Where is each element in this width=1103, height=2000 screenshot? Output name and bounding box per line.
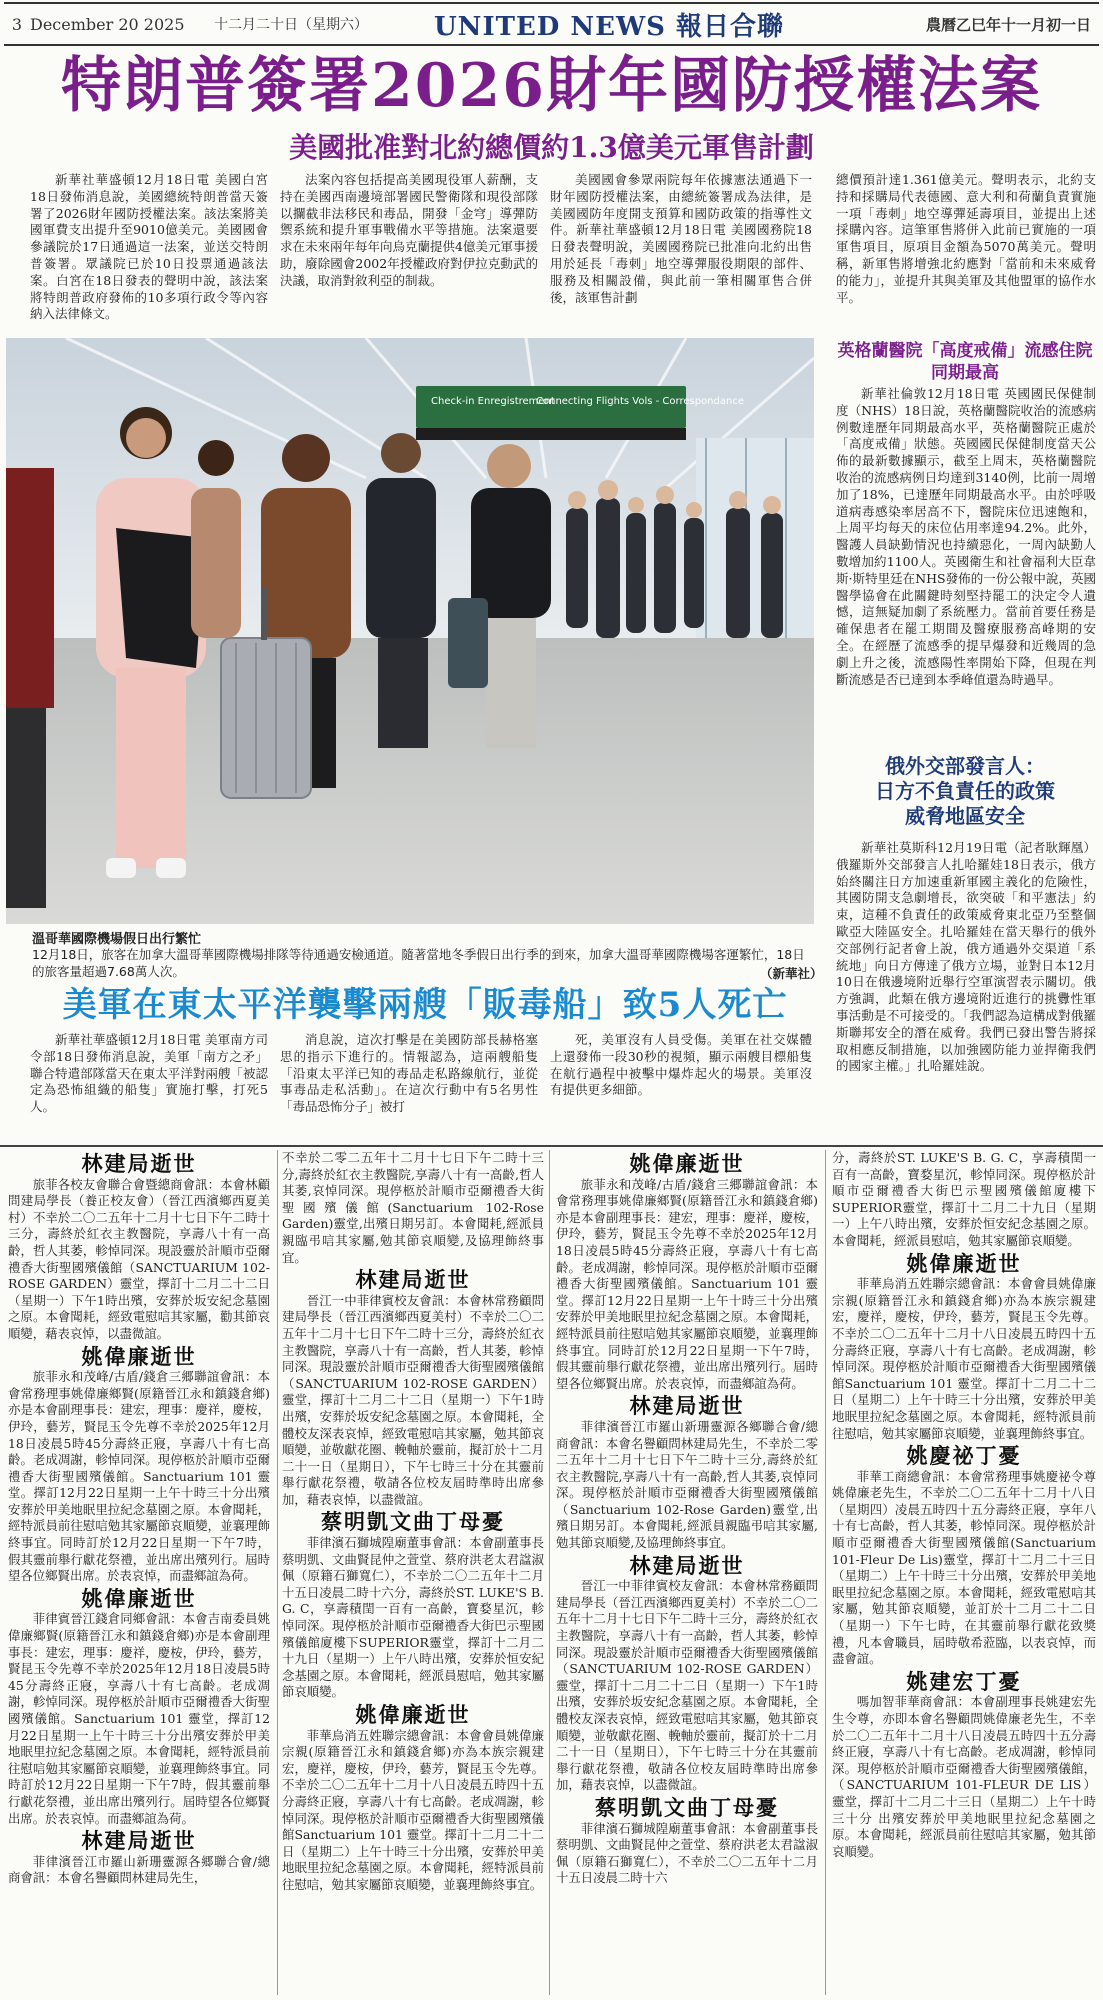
obituary-text: 晉江一中菲律賓校友會訊：本會林常務顧問建局學長（晉江西濱鄉西夏美村）不幸於二〇二五年十二月十七日下午二時十三分，壽終於紅衣主教醫院，享壽八十有一高齡，哲人其萎，軫悼同深。現設靈於計順市亞爾禮香大街聖國殯儀館（SANCTUARIUM 102-ROSE GARDEN）靈堂，擇訂十二月二十二日（星期一）下午1時出殯，安葬於坂安紀念墓園之原。本會聞耗，全體校友深表哀悼，經致電慰唁其家屬，勉其節哀順變，並敬獻花圈、輓軸於靈前，擬訂於十二月二十一日（星期日），下午七時三十分在其靈前舉行獻花祭禮，敬請各位校友屆時準時出席參加，藉表哀悼，以盡微誼。 [556,1578,818,1793]
pacific-strike-headline: 美軍在東太平洋襲擊兩艘「販毒船」致5人死亡 [62,985,788,1025]
obituary-title: 蔡明凱文曲丁母憂 [595,1794,779,1820]
obituary-text: 菲律濱石獅城隍廟董事會訊：本會副董事長蔡明凱、文曲賢昆仲之萱堂、蔡府洪老太君諡淑佩（原籍石獅寬仁），不幸於二〇二五年十二月十五日凌晨二時十六 [556,1820,818,1886]
obituary-text: 菲律濱晉江市羅山新珊靈源各郷聯合會/總商會訊：本會名譽顧問林建局先生， [8,1853,270,1886]
pacific-strike-col-3: 死，美軍沒有人員受傷。美軍在社交媒體上還發佈一段30秒的視頻，顯示兩艘目標船隻在航行過程中被擊中爆炸起火的場景。美軍沒有提供更多細節。 [550,1032,812,1098]
obituary-text: 旅菲永和茂峰/古盾/錢倉三郷聯誼會訊：本會常務理事姚偉廉鄉賢(原籍晉江永和鎮錢倉鄉)亦是本會副理事長：建宏，理事：慶祥，慶桉，伊玲，藝芳，賢昆玉令先尊不幸於2025年12月18日凌晨5時45分壽終正寢，享壽八十有七高齡。老成凋謝，軫悼同深。現停柩於計順市亞爾禮香大街聖國殯儀館。Sanctuarium 101 靈堂。擇訂12月22日星期一上午十時三十分出殯安葬於甲美地眠里拉紀念墓園之原。本會聞耗，經特派員前往慰唁勉其家屬節哀順變，並襄理飾終事宜。同時訂於12月22日星期一下午7時，假其靈前舉行獻花祭禮，並出席出殯列行。屆時望各位鄉賢出席。於表哀悼，而盡鄉誼為荷。 [556,1176,818,1391]
obituary-text: 菲華工商總會訊：本會常務理事姚慶祕令尊姚偉廉老先生，不幸於二〇二五年十二月十八日（星期四）凌晨五時四十五分壽終正寢，享年八十有七高齡，哲人其萎，軫悼同深。現停柩於計順市亞爾禮香大街聖國殯儀館(Sanctuarium 101-Fleur De Lis)靈堂，擇訂十二月二十三日（星期二）上午十時三十分出殯，安葬於甲美地眠里拉紀念墓園之原。本會聞耗，經致電慰唁其家屬，勉其節哀順變，並訂於十二月二十二日（星期一）下午七時，在其靈前舉行獻花致獎禮，凡本會職員，屆時敬希蒞臨，以表哀悼，而盡會誼。 [832,1468,1096,1667]
english-date: December 20 2025 [30,14,185,34]
obituary-text: 旅菲各校友會聯合會暨總商會訊：本會林顧問建局學長（養正校友會）（晉江西濱鄉西夏美村）不幸於二〇二五年十二月十七日下午二時十三分，壽終於紅衣主教醫院，享壽八十有一高齡，哲人其萎，軫悼同深。現設靈於計順市亞爾禮香大街聖國殯儀館（SANCTUARIUM 102-ROSE GARDEN）靈堂，擇訂十二月二十二日（星期一）下午1時出殯，安葬於坂安紀念墓園之原。本會聞耗，經致電慰唁其家屬，勸其節哀順變，藉表哀悼，以盡微誼。 [8,1176,270,1341]
obituary-text: 晉江一中菲律賓校友會訊：本會林常務顧問建局學長（晉江西濱鄉西夏美村）不幸於二〇二五年十二月十七日下午二時十三分，壽終於紅衣主教醫院，享壽八十有一高齡，哲人其萎，軫悼同深。現設靈於計順市亞爾禮香大街聖國殯儀館（SANCTUARIUM 102-ROSE GARDEN）靈堂，擇訂十二月二十二日（星期一）下午1時出殯，安葬於坂安紀念墓園之原。本會聞耗，全體校友深表哀悼，經致電慰唁其家屬，勉其節哀順變，並敬獻花圈、輓軸於靈前，擬訂於十二月二十一日（星期日），下午七時三十分在其靈前舉行獻花祭禮，敬請各位校友屆時準時出席參加，藉表哀悼，以盡微誼。 [282,1292,544,1507]
obituary-column-3 [556,1150,818,1998]
article-column-4: 總價預計達1.361億美元。聲明表示，北約支持和採購局代表德國、意大利和荷蘭負責實施一項「毒刺」地空導彈延壽項目，並提出上述採購內容。這筆軍售將併入此前已實施的一項軍售項目，原項目金額為5070萬美元。聲明稱，新軍售將增強北約應對「當前和未來威脅的能力」，並提升其與美軍及其他盟軍的協作水平。 [836,172,1096,305]
photo-caption: 12月18日，旅客在加拿大溫哥華國際機場排隊等待通過安檢通道。隨著當地冬季假日出行季的到來，加拿大溫哥華國際機場客運繁忙，18日的旅客量超過7.68萬人次。 [32,947,805,979]
airport-photo [6,338,814,924]
article-column-1: 新華社華盛頓12月18日電 美國白宮18日發佈消息說，美國總統特朗普當天簽署了2026財年國防授權法案。該法案將美國軍費支出提升至9010億美元。美國國會參議院於17日通過這一法案，並送交特朗普簽署。眾議院已於10日投票通過該法案。白宮在18日發表的聲明中說，該法案將特朗普政府發佈的10多項行政令等內容納入法律條文。 [30,172,268,322]
photo-credit: （新華社） [760,966,823,981]
section-divider [0,1145,1103,1147]
nhs-flu-story: 新華社倫敦12月18日電 英國國民保健制度（NHS）18日說，英格蘭醫院收治的流感病例數達歷年同期最高水平，英格蘭醫院正處於「高度戒備」狀態。英國國民保健制度當天公佈的最新數據顯示，截至上周末，英格蘭醫院收治的流感病例日均達到3140例，比前一周增加了18%，已達歷年同期最高水平。由於呼吸道病毒感染率居高不下，醫院床位迅速飽和，上周平均每天的床位佔用率達94.2%。此外，醫護人員缺勤情況也持續惡化，一周內缺勤人數增加約1100人。英國衛生和社會福利大臣韋斯·斯特里廷在NHS發佈的一份公報中說，英國醫學協會在此關鍵時刻堅持罷工的決定令人遺憾，這無疑加劇了系統壓力。當前首要任務是確保患者在罷工期間及醫療服務高峰期的安全。在經歷了流感季的提早爆發和近幾周的急劇上升之後，流感陽性率開始下降，但現在判斷流感是否已達到本季峰值還為時過早。 [836,386,1096,687]
russia-japan-headline: 俄外交部發言人： 日方不負責任的政策 威脅地區安全 [875,754,1055,828]
column-rule [277,1150,278,1995]
obituary-text: 旅菲永和茂峰/古盾/錢倉三郷聯誼會訊：本會常務理事姚偉廉鄉賢(原籍晉江永和鎮錢倉鄉)亦是本會副理事長：建宏，理事：慶祥，慶桉，伊玲，藝芳，賢昆玉令先尊不幸於2025年12月18日凌晨5時45分壽終正寢，享壽八十有七高齡。老成凋謝，軫悼同深。現停柩於計順市亞爾禮香大街聖國殯儀館。Sanctuarium 101 靈堂。擇訂12月22日星期一上午十時三十分出殯安葬於甲美地眠里拉紀念墓園之原。本會聞耗，經特派員前往慰唁勉其家屬節哀順變，並襄理飾終事宜。同時訂於12月22日星期一下午7時，假其靈前舉行獻花祭禮，並出席出殯列行。屆時望各位鄉賢出席。於表哀悼，而盡鄉誼為荷。 [8,1369,270,1584]
obituary-title: 林建局逝世 [629,1393,745,1419]
obituary-text: 不幸於二零二五年十二月十七日下午二時十三分,壽終於紅衣主教醫院,享壽八十有一高齡,哲人其萎,哀悼同深。現停柩於計順市亞爾禮香大街聖國殯儀館(Sanctuarium 102-Rose Garden)靈堂,出殯日期另訂。本會聞耗,經派員親臨弔唁其家屬,勉其節哀順變,及協理飾終事宜。 [282,1150,544,1265]
obituary-text: 菲律濱晉江市羅山新珊靈源各鄉聯合會/總商會訊：本會名譽顧問林建局先生，不幸於二零二五年十二月十七日下午二時十三分,壽終於紅衣主教醫院,享壽八十有一高齡,哲人其萎,哀悼同深。現停柩於計順市亞爾禮香大街聖國殯儀館（Sanctuarium 102-Rose Garden)靈堂,出殯日期另訂。本會聞耗,經派員親臨弔唁其家屬,勉其節哀順變,及協理飾終事宜。 [556,1418,818,1551]
article-column-3: 美國國會參眾兩院每年依據憲法通過下一財年國防授權法案，由總統簽署成為法律，是美國國防年度開支預算和國防政策的指導性文件。新華社華盛頓12月18日電 美國國務院18日發表聲明說，美國國務院已批准向北約出售用於延長「毒刺」地空導彈服役期限的部件、服務及相關設備，與此前一筆相關軍售合併後，該軍售計劃 [550,172,812,305]
obituary-text: 分，壽終於ST. LUKE'S B. G. C，享壽積閏一百有一高齡，寶婺星沉，軫悼同深。現停柩於計順市亞爾禮香大街巴示聖國殯儀館廈樓下SUPERIOR靈堂，擇訂十二月二十九日（星期一）上午八時出殯，安葬於恒安紀念基園之原。本會聞耗，經派員慰唁，勉其家屬節哀順變。 [832,1150,1096,1248]
obituary-title: 姚偉廉逝世 [81,1343,197,1369]
masthead-bar [4,2,1099,46]
obituary-title: 林建局逝世 [81,1151,197,1176]
obituary-title: 姚偉廉逝世 [355,1702,471,1727]
chinese-date: 十二月二十日（星期六） [214,17,368,33]
main-headline: 特朗普簽署2026財年國防授權法案 [61,51,1042,121]
obituary-title: 林建局逝世 [629,1552,745,1578]
column-rule [825,1150,826,1995]
pacific-strike-col-2: 消息說，這次打擊是在美國防部長赫格塞思的指示下進行的。情報認為，這兩艘船隻「沿東太平洋已知的毒品走私路線航行，並從事毒品走私活動」。在這次行動中有5名男性「毒品恐怖分子」被打 [280,1032,538,1115]
obituary-column-4 [832,1150,1096,1998]
obituary-title: 林建局逝世 [81,1828,197,1854]
obituary-text: 菲華烏消五姓聯宗總會訊：本會會員姚偉廉宗親(原籍晉江永和鎮錢倉鄉)亦為本族宗親建宏，慶祥，慶桉，伊玲，藝芳，賢昆玉令先尊。不幸於二〇二五年十二月十八日凌晨五時四十五分壽終正寢，享壽八十有七高齡。老成凋謝，軫悼同深。現停柩於計順市亞爾禮香大街聖國殯儀館Sanctuarium 101 靈堂。擇訂十二月二十二日（星期二）上午十時三十分出殯，安葬於甲美地眠里拉紀念墓園之原。本會聞耗，經特派員前往慰唁，勉其家屬節哀順變，並襄理飾終事宜。 [282,1727,544,1892]
obituary-text: 嗎加智菲華商會訊：本會副理事長姚建宏先生令尊，亦即本會名譽顧問姚偉廉老先生，不幸於二〇二五年十二月十八日凌晨五時四十五分壽終正寢，享壽八十有七高齡。老成凋謝，軫悼同深。現停柩於計順市亞爾禮香大街聖國殯儀館，（SANCTUARIUM 101-FLEUR DE LIS）靈堂，擇訂十二月二十三日（星期二）上午十時三十分 出殯安葬於甲美地眠里拉紀念墓園之原。本會聞耗，經派員前往慰唁其家屬，勉其節哀順變。 [832,1694,1096,1859]
nhs-flu-headline: 英格蘭醫院「高度戒備」流感住院同期最高 [837,341,1093,383]
column-rule [549,1150,550,1995]
obituary-title: 姚建宏丁憂 [906,1668,1022,1694]
obituary-column-2 [282,1150,544,1998]
obituary-title: 姚偉廉逝世 [629,1151,745,1176]
obituary-text: 菲律濱石獅城隍廟董事會訊：本會副董事長蔡明凱、文曲賢昆仲之萱堂、蔡府洪老太君諡淑佩（原籍石獅寬仁），不幸於二〇二五年十二月十五日凌晨二時十六分，壽終於ST. LUKE'S B. G. C，享壽積閏一百有一高齡，寶婺星沉，軫悼同深。現停柩於計順市亞爾禮香大街巴示聖國殯儀館廈樓下SUPERIOR靈堂，擇訂十二月二十九日（星期一）上午八時出殯，安葬於恒安紀念基園之原。本會聞耗，經派員慰唁，勉其家屬節哀順變。 [282,1535,544,1700]
photo-caption-title: 溫哥華國際機場假日出行繁忙 [32,932,202,947]
russia-japan-story: 新華社莫斯科12月19日電（記者耿輝凰）俄羅斯外交部發言人扎哈羅娃18日表示，俄方始終關注日方加速重新軍國主義化的危險性，其國防開支急劇增長，欲突破「和平憲法」約束，這種不負責任的政策威脅東北亞乃至整個歐亞大陸區安全。扎哈羅娃在當天舉行的俄外交部例行記者會上說，俄方通過外交渠道「系統地」向日方傳達了俄方立場，並對日本12月10日在俄邊境附近舉行空軍演習表示關切。俄方強調，此類在俄方邊境附近進行的挑釁性軍事活動是不可接受的。「我們認為這構成對俄羅斯聯邦安全的潛在威脅。我們已發出警告將採取相應反制措施，以加強國防能力並捍衛我們的國家主權。」扎哈羅娃說。 [836,840,1096,1074]
page-number: 3 [11,14,23,34]
article-column-2: 法案內容包括提高美國現役軍人薪酬，支持在美國西南邊境部署國民警衛隊和現役部隊以攔截非法移民和毒品，開發「金穹」導彈防禦系統和提升軍事戰備水平等措施。法案還要求在未來兩年每年向烏克蘭提供4億美元軍事援助，廢除國會2002年授權政府對伊拉克動武的決議，取消對敘利亞的制裁。 [280,172,538,288]
obituary-title: 蔡明凱文曲丁母憂 [321,1509,505,1535]
sign-checkin: Check-in Enregistrement [431,396,555,407]
pacific-strike-col-1: 新華社華盛頓12月18日電 美軍南方司令部18日發佈消息說，美軍「南方之矛」聯合特遣部隊當天在東太平洋對兩艘「被認定為恐怖組織的船隻」實施打擊，打死5人。 [30,1032,268,1115]
obituary-text: 菲華烏消五姓聯宗總會訊：本會會員姚偉廉宗親(原籍晉江永和鎮錢倉鄉)亦為本族宗親建宏，慶祥，慶桉，伊玲，藝芳，賢昆玉令先尊。不幸於二〇二五年十二月十八日凌晨五時四十五分壽終正寢，享壽八十有七高齡。老成凋謝，軫悼同深。現停柩於計順市亞爾禮香大街聖國殯儀館Sanctuarium 101 靈堂。擇訂十二月二十二日（星期二）上午十時三十分出殯，安葬於甲美地眠里拉紀念墓園之原。本會聞耗，經特派員前往慰唁，勉其家屬節哀順變，並襄理飾終事宜。 [832,1276,1096,1441]
obituary-column-1 [8,1150,270,1998]
paper-name: UNITED NEWS 報日合聯 [434,11,784,42]
obituary-title: 姚慶祕丁憂 [906,1443,1022,1469]
main-subheadline: 美國批准對北約總價約1.3億美元軍售計劃 [289,131,814,164]
sign-connecting: Connecting Flights Vols - Correspondance [536,396,744,407]
lunar-calendar-date: 農曆乙巳年十一月初一日 [925,15,1091,34]
obituary-text: 菲律賓晉江錢倉同鄉會訊：本會吉南委員姚偉廉鄉賢(原籍晉江永和鎮錢倉鄉)亦是本會副理事長：建宏，理事：慶祥，慶桉，伊玲，藝芳，賢昆玉令先尊不幸於2025年12月18日凌晨5時45分壽終正寢，享壽八十有七高齡。老成凋謝，軫悼同深。現停柩於計順市亞爾禮香大街聖國殯儀館。Sanctuarium 101 靈堂，擇訂12月22日星期一上午十時三十分出殯安葬於甲美地眠里拉紀念墓園之原。本會聞耗，經特派員前往慰唁勉其家屬節哀順變，並襄理飾終事宜。同時訂於12月22日星期一下午7時，假其靈前舉行獻花祭禮，並出席出殯列行。屆時望各位鄉賢出席。於表哀悼。而盡鄉誼為荷。 [8,1611,270,1826]
obituary-title: 姚偉廉逝世 [81,1585,197,1611]
obituary-title: 林建局逝世 [355,1267,471,1293]
obituary-title: 姚偉廉逝世 [906,1250,1022,1276]
